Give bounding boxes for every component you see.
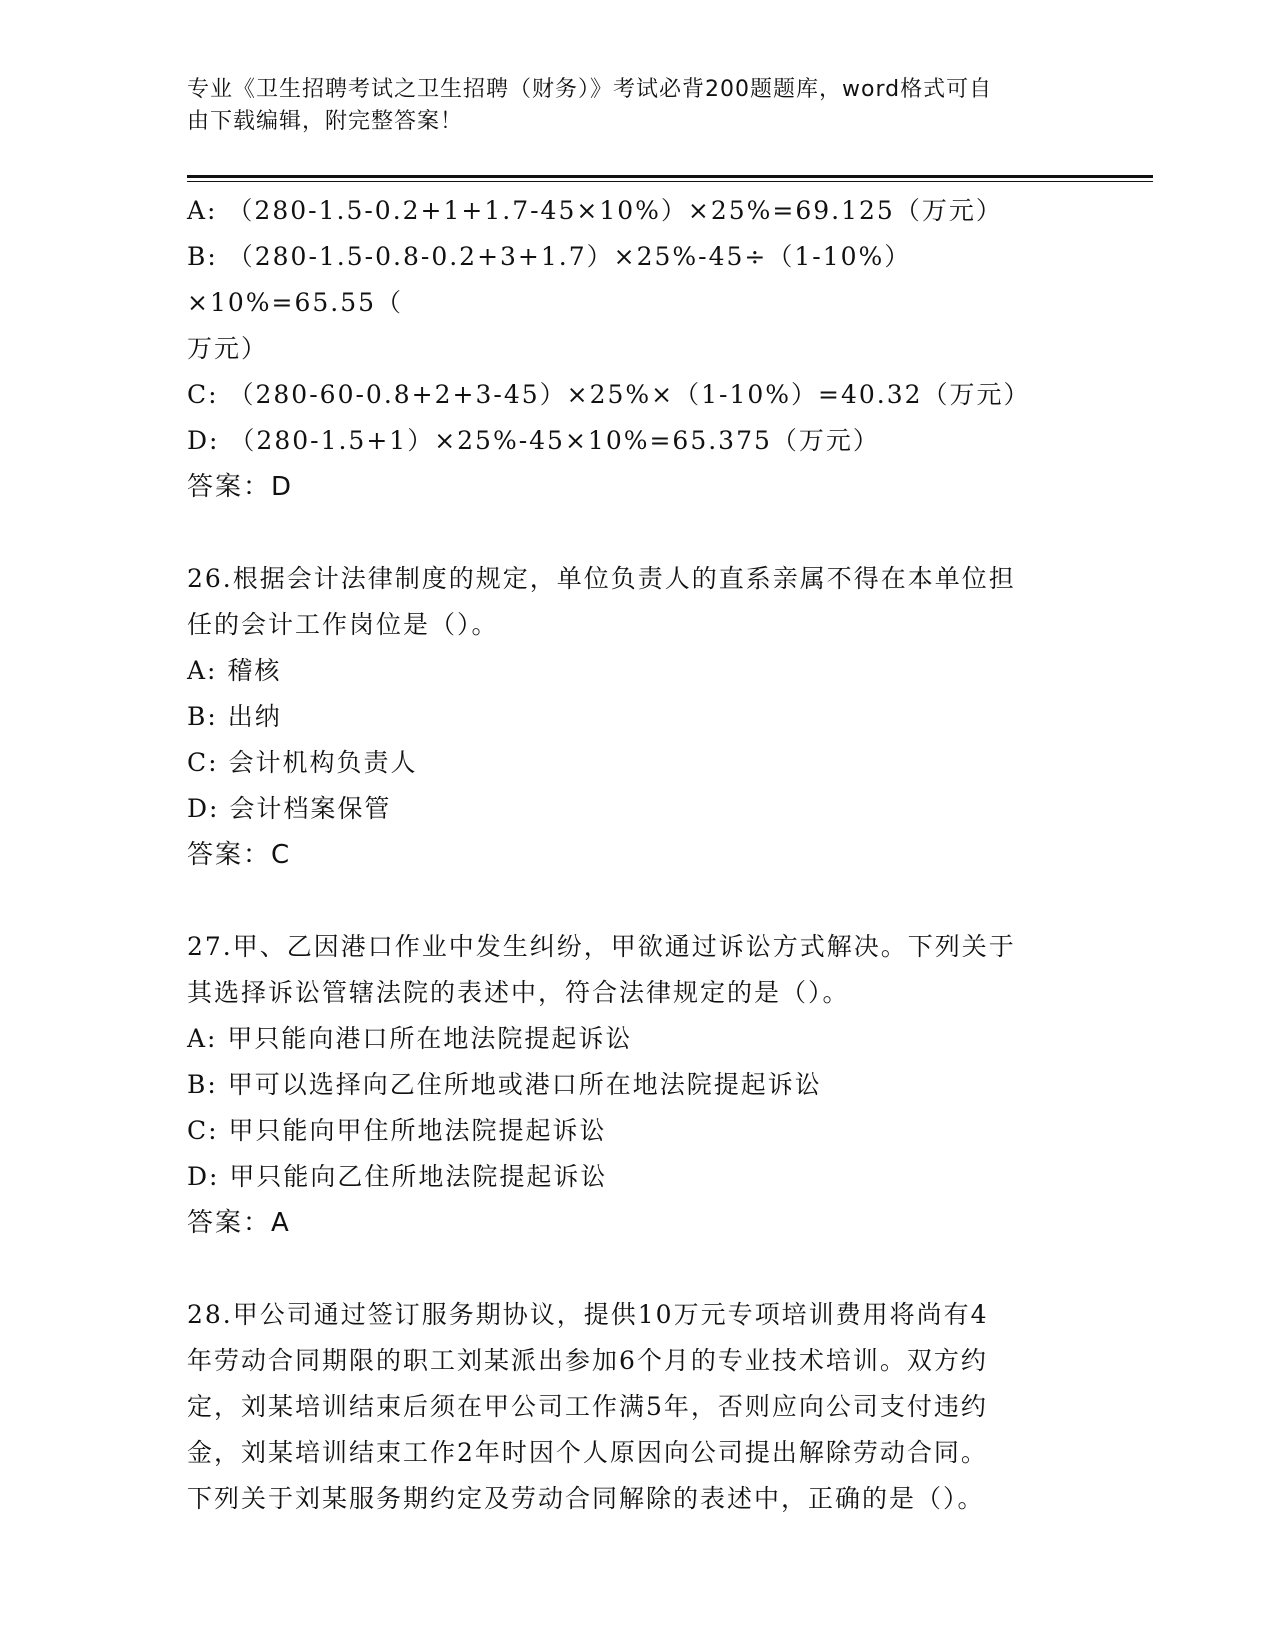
spacer: [187, 510, 1087, 556]
header-divider-thick: [187, 175, 1153, 178]
option-b-continued: 万元）: [187, 334, 269, 363]
document-header: [187, 74, 1067, 138]
question-stem-continued: 金，刘某培训结束工作2年时因个人原因向公司提出解除劳动合同。: [187, 1438, 988, 1467]
option-a: A: 稽核: [187, 656, 282, 685]
header-line-2: 由下载编辑，附完整答案！: [187, 109, 464, 134]
option-d: D: （280-1.5+1）×25%-45×10%=65.375（万元）: [187, 426, 880, 455]
question-list: [187, 188, 1087, 1522]
question-stem: 26.根据会计法律制度的规定，单位负责人的直系亲属不得在本单位担: [187, 564, 1016, 593]
option-b: B: 甲可以选择向乙住所地或港口所在地法院提起诉讼: [187, 1070, 822, 1099]
spacer: [187, 878, 1087, 924]
question-stem: 27.甲、乙因港口作业中发生纠纷，甲欲通过诉讼方式解决。下列关于: [187, 932, 1016, 961]
answer: 答案：A: [187, 1208, 291, 1238]
question-stem-continued: 年劳动合同期限的职工刘某派出参加6个月的专业技术培训。双方约: [187, 1346, 988, 1375]
option-d: D: 甲只能向乙住所地法院提起诉讼: [187, 1162, 608, 1191]
question-stem-continued: 下列关于刘某服务期约定及劳动合同解除的表述中，正确的是（）。: [187, 1484, 985, 1513]
option-a: A: （280-1.5-0.2+1+1.7-45×10%）×25%=69.125（万元）: [187, 196, 1003, 225]
option-c: C: 甲只能向甲住所地法院提起诉讼: [187, 1116, 607, 1145]
answer: 答案：C: [187, 840, 292, 870]
option-b: B: 出纳: [187, 702, 282, 731]
option-a: A: 甲只能向港口所在地法院提起诉讼: [187, 1024, 633, 1053]
option-d: D: 会计档案保管: [187, 794, 392, 823]
question-stem-continued: 其选择诉讼管辖法院的表述中，符合法律规定的是（）。: [187, 978, 850, 1007]
spacer: [187, 1246, 1087, 1292]
header-line-1: 专业《卫生招聘考试之卫生招聘（财务）》考试必背200题题库，word格式可自: [187, 77, 993, 102]
question-stem: 28.甲公司通过签订服务期协议，提供10万元专项培训费用将尚有4: [187, 1300, 989, 1329]
option-c: C: （280-60-0.8+2+3-45）×25%×（1-10%）=40.32（万元）: [187, 380, 1031, 409]
option-b: B: （280-1.5-0.8-0.2+3+1.7）×25%-45÷（1-10%）×10%=65.55（: [187, 242, 912, 317]
header-divider-thin: [187, 181, 1153, 182]
question-28: [187, 1292, 1087, 1522]
question-stem-continued: 任的会计工作岗位是（）。: [187, 610, 499, 639]
option-c: C: 会计机构负责人: [187, 748, 418, 777]
question-25: [187, 188, 1087, 510]
question-stem-continued: 定，刘某培训结束后须在甲公司工作满5年，否则应向公司支付违约: [187, 1392, 988, 1421]
answer: 答案：D: [187, 472, 294, 502]
question-26: [187, 556, 1087, 878]
question-27: [187, 924, 1087, 1246]
